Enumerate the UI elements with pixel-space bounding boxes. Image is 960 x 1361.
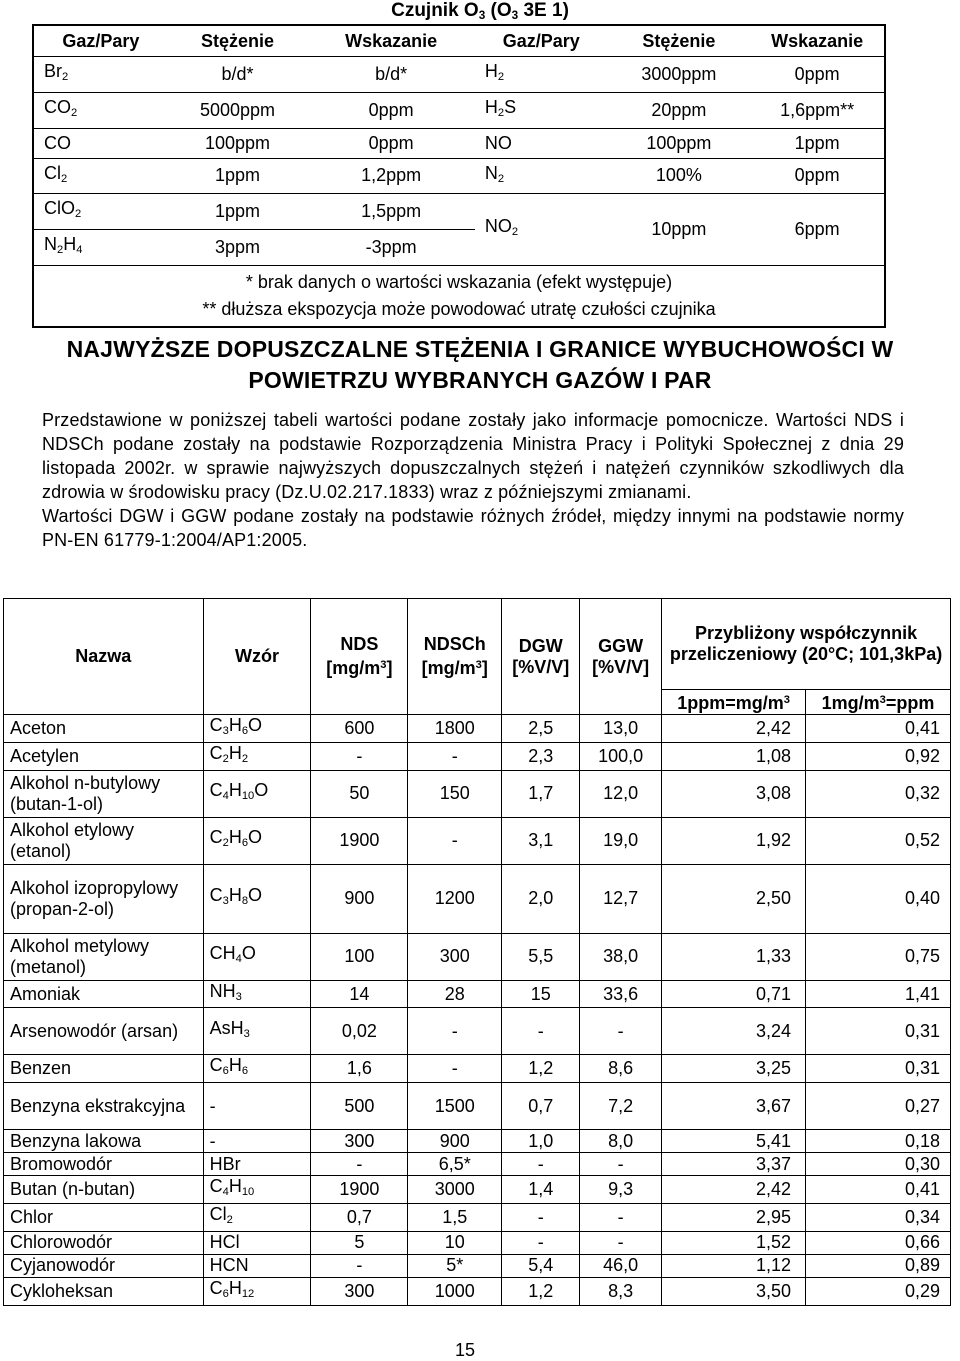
header-cell: Gaz/Pary [475, 25, 608, 57]
mgm3-to-ppm-cell: 0,27 [806, 1083, 951, 1130]
nds-cell: 0,02 [311, 1008, 408, 1055]
table-row [4, 1130, 951, 1153]
ndsch-cell: - [408, 1008, 502, 1055]
substance-name-cell: Benzen [4, 1055, 204, 1083]
value-cell: 1ppm [168, 194, 308, 230]
table-row [4, 1083, 951, 1130]
dgw-cell: 1,2 [502, 1277, 580, 1305]
value-cell: 0ppm [307, 128, 475, 158]
header-cell: Wskazanie [750, 25, 885, 57]
mgm3-to-ppm-cell: 0,18 [806, 1130, 951, 1153]
header-cell: Stężenie [608, 25, 751, 57]
value-cell: b/d* [168, 57, 308, 93]
ggw-cell: - [580, 1153, 662, 1176]
header-cell: GGW [%V/V] [580, 599, 662, 715]
header-cell: Przybliżony współczynnik przeliczeniowy (20°C; 101,3kPa) [662, 599, 951, 690]
mgm3-to-ppm-cell: 0,31 [806, 1008, 951, 1055]
mgm3-to-ppm-cell: 0,34 [806, 1204, 951, 1232]
ggw-cell: 12,0 [580, 770, 662, 817]
value-cell: 1ppm [168, 158, 308, 194]
table-row [4, 1153, 951, 1176]
ndsch-cell: 1500 [408, 1083, 502, 1130]
gas-cell: $CO_2$ [33, 92, 168, 128]
gas-cell: $NO_2$ [475, 194, 608, 266]
value-cell: 100ppm [168, 128, 308, 158]
nds-cell: - [311, 1153, 408, 1176]
header-cell: DGW [%V/V] [502, 599, 580, 715]
mgm3-to-ppm-cell: 0,52 [806, 817, 951, 864]
substance-name-cell: Alkohol metylowy (metanol) [4, 933, 204, 980]
gas-cell: ClO$_2$ [33, 194, 168, 230]
formula-cell: HBr [203, 1153, 311, 1176]
mgm3-to-ppm-cell: 0,75 [806, 933, 951, 980]
ppm-to-mgm3-cell: 1,12 [662, 1254, 806, 1277]
formula-cell: $C_4H_{10}$ [203, 1176, 311, 1204]
dgw-cell: 5,5 [502, 933, 580, 980]
ndsch-cell: 5* [408, 1254, 502, 1277]
formula-cell: $C_6H_{12}$ [203, 1277, 311, 1305]
substance-name-cell: Amoniak [4, 980, 204, 1008]
intro-paragraph: Wartości DGW i GGW podane zostały na podstawie różnych źródeł, między innymi na podstawie normy PN-EN 61779-1:2004/AP1:2005. [42, 506, 904, 550]
substance-name-cell: Cykloheksan [4, 1277, 204, 1305]
sensor-row [33, 57, 885, 93]
header-cell: Stężenie [168, 25, 308, 57]
formula-cell: $C_3H_6O$ [203, 715, 311, 743]
table-row [4, 1055, 951, 1083]
formula-cell: $C_3H_8O$ [203, 864, 311, 933]
header-cell: Nazwa [4, 599, 204, 715]
dgw-cell: 1,7 [502, 770, 580, 817]
ppm-to-mgm3-cell: 2,42 [662, 1176, 806, 1204]
ggw-cell: 100,0 [580, 742, 662, 770]
table-row [4, 742, 951, 770]
table-row [4, 1204, 951, 1232]
ppm-to-mgm3-cell: 3,08 [662, 770, 806, 817]
dgw-cell: 1,0 [502, 1130, 580, 1153]
ndsch-cell: - [408, 1055, 502, 1083]
ggw-cell: 19,0 [580, 817, 662, 864]
sensor-row [33, 128, 885, 158]
substance-name-cell: Alkohol izopropylowy (propan-2-ol) [4, 864, 204, 933]
sensor-row [33, 194, 885, 230]
ggw-cell: 8,3 [580, 1277, 662, 1305]
value-cell: 0ppm [750, 57, 885, 93]
value-cell: 0ppm [750, 158, 885, 194]
intro-paragraph: Przedstawione w poniższej tabeli wartości podane zostały jako informacje pomocnicze. Wartości NDS i NDSCh podane zostały na podstawie Rozporządzenia Ministra Pracy i Polityki Społecznej z dnia 29 listopada 2002r. w sprawie najwyższych dopuszczalnych stężeń i natężeń czynników szkodliwych dla zdrowia w środowisku pracy (Dz.U.02.217.1833) wraz z późniejszymi zmianami. [42, 410, 904, 502]
mgm3-to-ppm-cell: 0,66 [806, 1231, 951, 1254]
nds-cell: 600 [311, 715, 408, 743]
value-cell: 3ppm [168, 230, 308, 266]
substance-name-cell: Benzyna lakowa [4, 1130, 204, 1153]
mgm3-to-ppm-cell: 0,40 [806, 864, 951, 933]
nds-cell: - [311, 1254, 408, 1277]
header-cell: NDSCh $[mg/m^3]$ [408, 599, 502, 715]
formula-cell: HCl [203, 1231, 311, 1254]
table-row [4, 1231, 951, 1254]
formula-cell: - [203, 1130, 311, 1153]
table-header-row [4, 599, 951, 690]
ppm-to-mgm3-cell: 3,24 [662, 1008, 806, 1055]
ggw-cell: - [580, 1231, 662, 1254]
ppm-to-mgm3-cell: 1,08 [662, 742, 806, 770]
ggw-cell: - [580, 1008, 662, 1055]
header-cell: Wzór [203, 599, 311, 715]
nds-cell: 1900 [311, 817, 408, 864]
exposure-limits-table [3, 598, 951, 1306]
dgw-cell: 1,2 [502, 1055, 580, 1083]
ndsch-cell: 10 [408, 1231, 502, 1254]
mgm3-to-ppm-cell: 1,41 [806, 980, 951, 1008]
dgw-cell: 0,7 [502, 1083, 580, 1130]
dgw-cell: 2,0 [502, 864, 580, 933]
ggw-cell: 8,6 [580, 1055, 662, 1083]
gas-cell: NO [475, 128, 608, 158]
dgw-cell: 1,4 [502, 1176, 580, 1204]
value-cell: 1,2ppm [307, 158, 475, 194]
ndsch-cell: 6,5* [408, 1153, 502, 1176]
dgw-cell: - [502, 1231, 580, 1254]
header-cell: $1ppm=mg/m^3$ [662, 690, 806, 715]
formula-cell: $CH_4O$ [203, 933, 311, 980]
formula-cell: HCN [203, 1254, 311, 1277]
ndsch-cell: 28 [408, 980, 502, 1008]
substance-name-cell: Butan (n-butan) [4, 1176, 204, 1204]
gas-cell: CO [33, 128, 168, 158]
ggw-cell: 12,7 [580, 864, 662, 933]
sensor-row [33, 92, 885, 128]
formula-cell: $NH_3$ [203, 980, 311, 1008]
mgm3-to-ppm-cell: 0,92 [806, 742, 951, 770]
ppm-to-mgm3-cell: 3,37 [662, 1153, 806, 1176]
ppm-to-mgm3-cell: 1,33 [662, 933, 806, 980]
header-cell: Wskazanie [307, 25, 475, 57]
ndsch-cell: 1800 [408, 715, 502, 743]
value-cell: 10ppm [608, 194, 751, 266]
table-row [4, 1176, 951, 1204]
mgm3-to-ppm-cell: 0,32 [806, 770, 951, 817]
value-cell: -3ppm [307, 230, 475, 266]
sensor-note-row [33, 265, 885, 296]
value-cell: 3000ppm [608, 57, 751, 93]
nds-cell: 1,6 [311, 1055, 408, 1083]
ndsch-cell: 3000 [408, 1176, 502, 1204]
value-cell: 1,6ppm** [750, 92, 885, 128]
substance-name-cell: Cyjanowodór [4, 1254, 204, 1277]
nds-cell: 1900 [311, 1176, 408, 1204]
ggw-cell: 8,0 [580, 1130, 662, 1153]
gas-cell: $Cl_2$ [33, 158, 168, 194]
value-cell: 6ppm [750, 194, 885, 266]
formula-cell: $C_2H_2$ [203, 742, 311, 770]
ppm-to-mgm3-cell: 1,92 [662, 817, 806, 864]
substance-name-cell: Chlorowodór [4, 1231, 204, 1254]
mgm3-to-ppm-cell: 0,89 [806, 1254, 951, 1277]
ggw-cell: 9,3 [580, 1176, 662, 1204]
gas-cell: $H_2S$ [475, 92, 608, 128]
ndsch-cell: 900 [408, 1130, 502, 1153]
ndsch-cell: 150 [408, 770, 502, 817]
dgw-cell: - [502, 1008, 580, 1055]
ppm-to-mgm3-cell: 2,50 [662, 864, 806, 933]
ggw-cell: 13,0 [580, 715, 662, 743]
table-row [4, 817, 951, 864]
sensor-table-title: Czujnik $O_3$ ($O_3$ 3E 1) [391, 0, 569, 22]
ndsch-cell: - [408, 742, 502, 770]
header-cell: Gaz/Pary [33, 25, 168, 57]
table-row [4, 1008, 951, 1055]
dgw-cell: 5,4 [502, 1254, 580, 1277]
footnote: * brak danych o wartości wskazania (efekt występuje) [245, 271, 673, 292]
header-cell: NDS $[mg/m^3]$ [311, 599, 408, 715]
ppm-to-mgm3-cell: 5,41 [662, 1130, 806, 1153]
ppm-to-mgm3-cell: 3,25 [662, 1055, 806, 1083]
formula-cell: $C_4H_{10}O$ [203, 770, 311, 817]
gas-cell: $H_2$ [475, 57, 608, 93]
ndsch-cell: 1200 [408, 864, 502, 933]
substance-name-cell: Bromowodór [4, 1153, 204, 1176]
ppm-to-mgm3-cell: 3,50 [662, 1277, 806, 1305]
ndsch-cell: 1000 [408, 1277, 502, 1305]
mgm3-to-ppm-cell: 0,41 [806, 1176, 951, 1204]
table-row [4, 1254, 951, 1277]
ggw-cell: 33,6 [580, 980, 662, 1008]
exposure-limits-body [4, 599, 951, 1306]
formula-cell: $Cl_2$ [203, 1204, 311, 1232]
nds-cell: 900 [311, 864, 408, 933]
ppm-to-mgm3-cell: 3,67 [662, 1083, 806, 1130]
nds-cell: 500 [311, 1083, 408, 1130]
page-number: 15 [454, 1340, 476, 1360]
mgm3-to-ppm-cell: 0,30 [806, 1153, 951, 1176]
substance-name-cell: Alkohol n-butylowy (butan-1-ol) [4, 770, 204, 817]
ppm-to-mgm3-cell: 2,42 [662, 715, 806, 743]
substance-name-cell: Aceton [4, 715, 204, 743]
intro-text [42, 408, 904, 552]
substance-name-cell: Benzyna ekstrakcyjna [4, 1083, 204, 1130]
mgm3-to-ppm-cell: 0,31 [806, 1055, 951, 1083]
substance-name-cell: Arsenowodór (arsan) [4, 1008, 204, 1055]
ndsch-cell: 300 [408, 933, 502, 980]
dgw-cell: - [502, 1204, 580, 1232]
substance-name-cell: Acetylen [4, 742, 204, 770]
value-cell: 5000ppm [168, 92, 308, 128]
ggw-cell: 38,0 [580, 933, 662, 980]
nds-cell: 300 [311, 1277, 408, 1305]
footnote: ** dłuższa ekspozycja może powodować utratę czułości czujnika [202, 298, 716, 319]
ppm-to-mgm3-cell: 1,52 [662, 1231, 806, 1254]
table-row [4, 715, 951, 743]
nds-cell: 14 [311, 980, 408, 1008]
nds-cell: 0,7 [311, 1204, 408, 1232]
ggw-cell: 7,2 [580, 1083, 662, 1130]
dgw-cell: 3,1 [502, 817, 580, 864]
sensor-note-row [33, 296, 885, 327]
sensor-table [32, 24, 886, 328]
ndsch-cell: - [408, 817, 502, 864]
ggw-cell: 46,0 [580, 1254, 662, 1277]
sensor-row [33, 158, 885, 194]
nds-cell: 5 [311, 1231, 408, 1254]
ppm-to-mgm3-cell: 0,71 [662, 980, 806, 1008]
nds-cell: 300 [311, 1130, 408, 1153]
ggw-cell: - [580, 1204, 662, 1232]
dgw-cell: 15 [502, 980, 580, 1008]
ppm-to-mgm3-cell: 2,95 [662, 1204, 806, 1232]
mgm3-to-ppm-cell: 0,41 [806, 715, 951, 743]
value-cell: 20ppm [608, 92, 751, 128]
table-row [4, 770, 951, 817]
value-cell: b/d* [307, 57, 475, 93]
table-row [4, 933, 951, 980]
dgw-cell: 2,3 [502, 742, 580, 770]
mgm3-to-ppm-cell: 0,29 [806, 1277, 951, 1305]
sensor-header-row [33, 25, 885, 57]
substance-name-cell: Chlor [4, 1204, 204, 1232]
value-cell: 1ppm [750, 128, 885, 158]
substance-name-cell: Alkohol etylowy (etanol) [4, 817, 204, 864]
header-cell: $1mg/m^3=ppm$ [806, 690, 951, 715]
gas-cell: $Br_2$ [33, 57, 168, 93]
nds-cell: 50 [311, 770, 408, 817]
ndsch-cell: 1,5 [408, 1204, 502, 1232]
value-cell: 100ppm [608, 128, 751, 158]
table-row [4, 980, 951, 1008]
dgw-cell: 2,5 [502, 715, 580, 743]
table-row [4, 864, 951, 933]
nds-cell: 100 [311, 933, 408, 980]
formula-cell: AsH$_3$ [203, 1008, 311, 1055]
formula-cell: $C_2H_6O$ [203, 817, 311, 864]
table-row [4, 1277, 951, 1305]
value-cell: 0ppm [307, 92, 475, 128]
formula-cell: - [203, 1083, 311, 1130]
value-cell: 1,5ppm [307, 194, 475, 230]
formula-cell: $C_6H_6$ [203, 1055, 311, 1083]
section-heading: NAJWYŻSZE DOPUSZCZALNE STĘŻENIA I GRANICE WYBUCHOWOŚCI W POWIETRZU WYBRANYCH GAZÓW I PAR [66, 336, 894, 393]
dgw-cell: - [502, 1153, 580, 1176]
nds-cell: - [311, 742, 408, 770]
gas-cell: $N_2$ [475, 158, 608, 194]
value-cell: 100% [608, 158, 751, 194]
gas-cell: $N_2H_4$ [33, 230, 168, 266]
